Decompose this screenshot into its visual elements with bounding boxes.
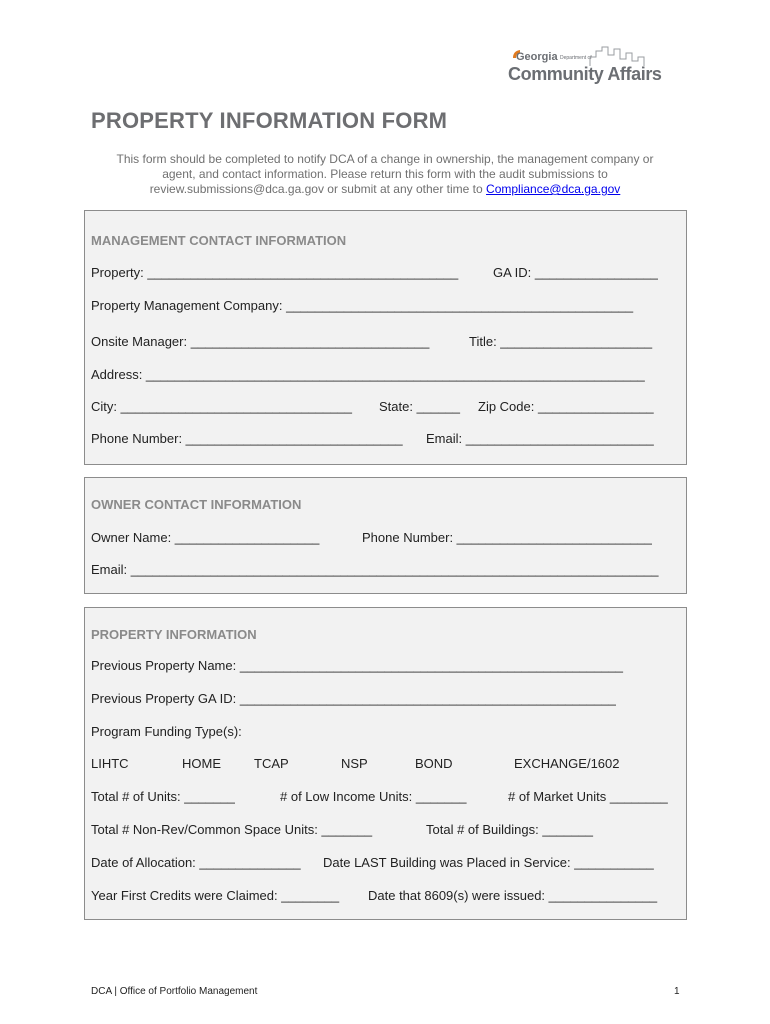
total-units-field[interactable]: Total # of Units: _______ [91, 789, 235, 804]
page-number: 1 [674, 986, 680, 997]
manager-phone-field[interactable]: Phone Number: ______________________________ [91, 431, 403, 446]
zip-code-field[interactable]: Zip Code: ________________ [478, 399, 654, 414]
low-income-units-field[interactable]: # of Low Income Units: _______ [280, 789, 467, 804]
logo-department: Department of [560, 55, 592, 61]
funding-type-bond[interactable]: BOND [415, 756, 453, 771]
year-first-credits-field[interactable]: Year First Credits were Claimed: ________ [91, 888, 340, 903]
title-field[interactable]: Title: _____________________ [469, 334, 653, 349]
city-field[interactable]: City: ________________________________ [91, 399, 352, 414]
management-heading: MANAGEMENT CONTACT INFORMATION [91, 233, 347, 248]
logo-georgia: Georgia [516, 51, 558, 63]
owner-phone-field[interactable]: Phone Number: ___________________________ [362, 530, 652, 545]
previous-property-name-field[interactable]: Previous Property Name: _____________________________________________________ [91, 658, 624, 673]
owner-heading: OWNER CONTACT INFORMATION [91, 497, 302, 512]
funding-type-exchange[interactable]: EXCHANGE/1602 [514, 756, 620, 771]
management-contact-section [84, 210, 687, 465]
ga-id-field[interactable]: GA ID: _________________ [493, 265, 658, 280]
management-company-field[interactable]: Property Management Company: ________________________________________________ [91, 298, 634, 313]
funding-type-tcap[interactable]: TCAP [254, 756, 289, 771]
date-last-building-field[interactable]: Date LAST Building was Placed in Service: ___________ [323, 855, 654, 870]
funding-types-label: Program Funding Type(s): [91, 724, 242, 739]
footer-office: DCA | Office of Portfolio Management [91, 986, 258, 997]
instructions-line-3 [91, 182, 679, 197]
property-heading: PROPERTY INFORMATION [91, 627, 257, 642]
instructions-line-1: This form should be completed to notify DCA of a change in ownership, the management company or [116, 152, 654, 166]
property-field[interactable]: Property: ___________________________________________ [91, 265, 459, 280]
manager-email-field[interactable]: Email: __________________________ [426, 431, 654, 446]
funding-type-home[interactable]: HOME [182, 756, 221, 771]
form-instructions [91, 152, 679, 197]
market-units-field[interactable]: # of Market Units ________ [508, 789, 668, 804]
funding-type-lihtc[interactable]: LIHTC [91, 756, 129, 771]
nonrev-units-field[interactable]: Total # Non-Rev/Common Space Units: _______ [91, 822, 373, 837]
owner-name-field[interactable]: Owner Name: ____________________ [91, 530, 320, 545]
property-information-section [84, 607, 687, 920]
logo-community-affairs: Community Affairs [508, 64, 662, 84]
page-title: PROPERTY INFORMATION FORM [91, 108, 448, 133]
onsite-manager-field[interactable]: Onsite Manager: _________________________________ [91, 334, 430, 349]
previous-property-ga-id-field[interactable]: Previous Property GA ID: ____________________________________________________ [91, 691, 616, 706]
dca-logo [508, 45, 662, 87]
date-8609-field[interactable]: Date that 8609(s) were issued: _______________ [368, 888, 658, 903]
total-buildings-field[interactable]: Total # of Buildings: _______ [426, 822, 593, 837]
address-field[interactable]: Address: _____________________________________________________________________ [91, 367, 645, 382]
funding-type-nsp[interactable]: NSP [341, 756, 368, 771]
instructions-line-3-text: review.submissions@dca.ga.gov or submit at any other time to [149, 182, 487, 196]
state-field[interactable]: State: ______ [379, 399, 460, 414]
owner-email-field[interactable]: Email: _________________________________________________________________________ [91, 562, 659, 577]
owner-contact-section [84, 477, 687, 594]
compliance-email-link[interactable]: Compliance@dca.ga.gov [486, 182, 621, 196]
instructions-line-2: agent, and contact information. Please return this form with the audit submissions to [162, 167, 608, 181]
date-of-allocation-field[interactable]: Date of Allocation: ______________ [91, 855, 301, 870]
